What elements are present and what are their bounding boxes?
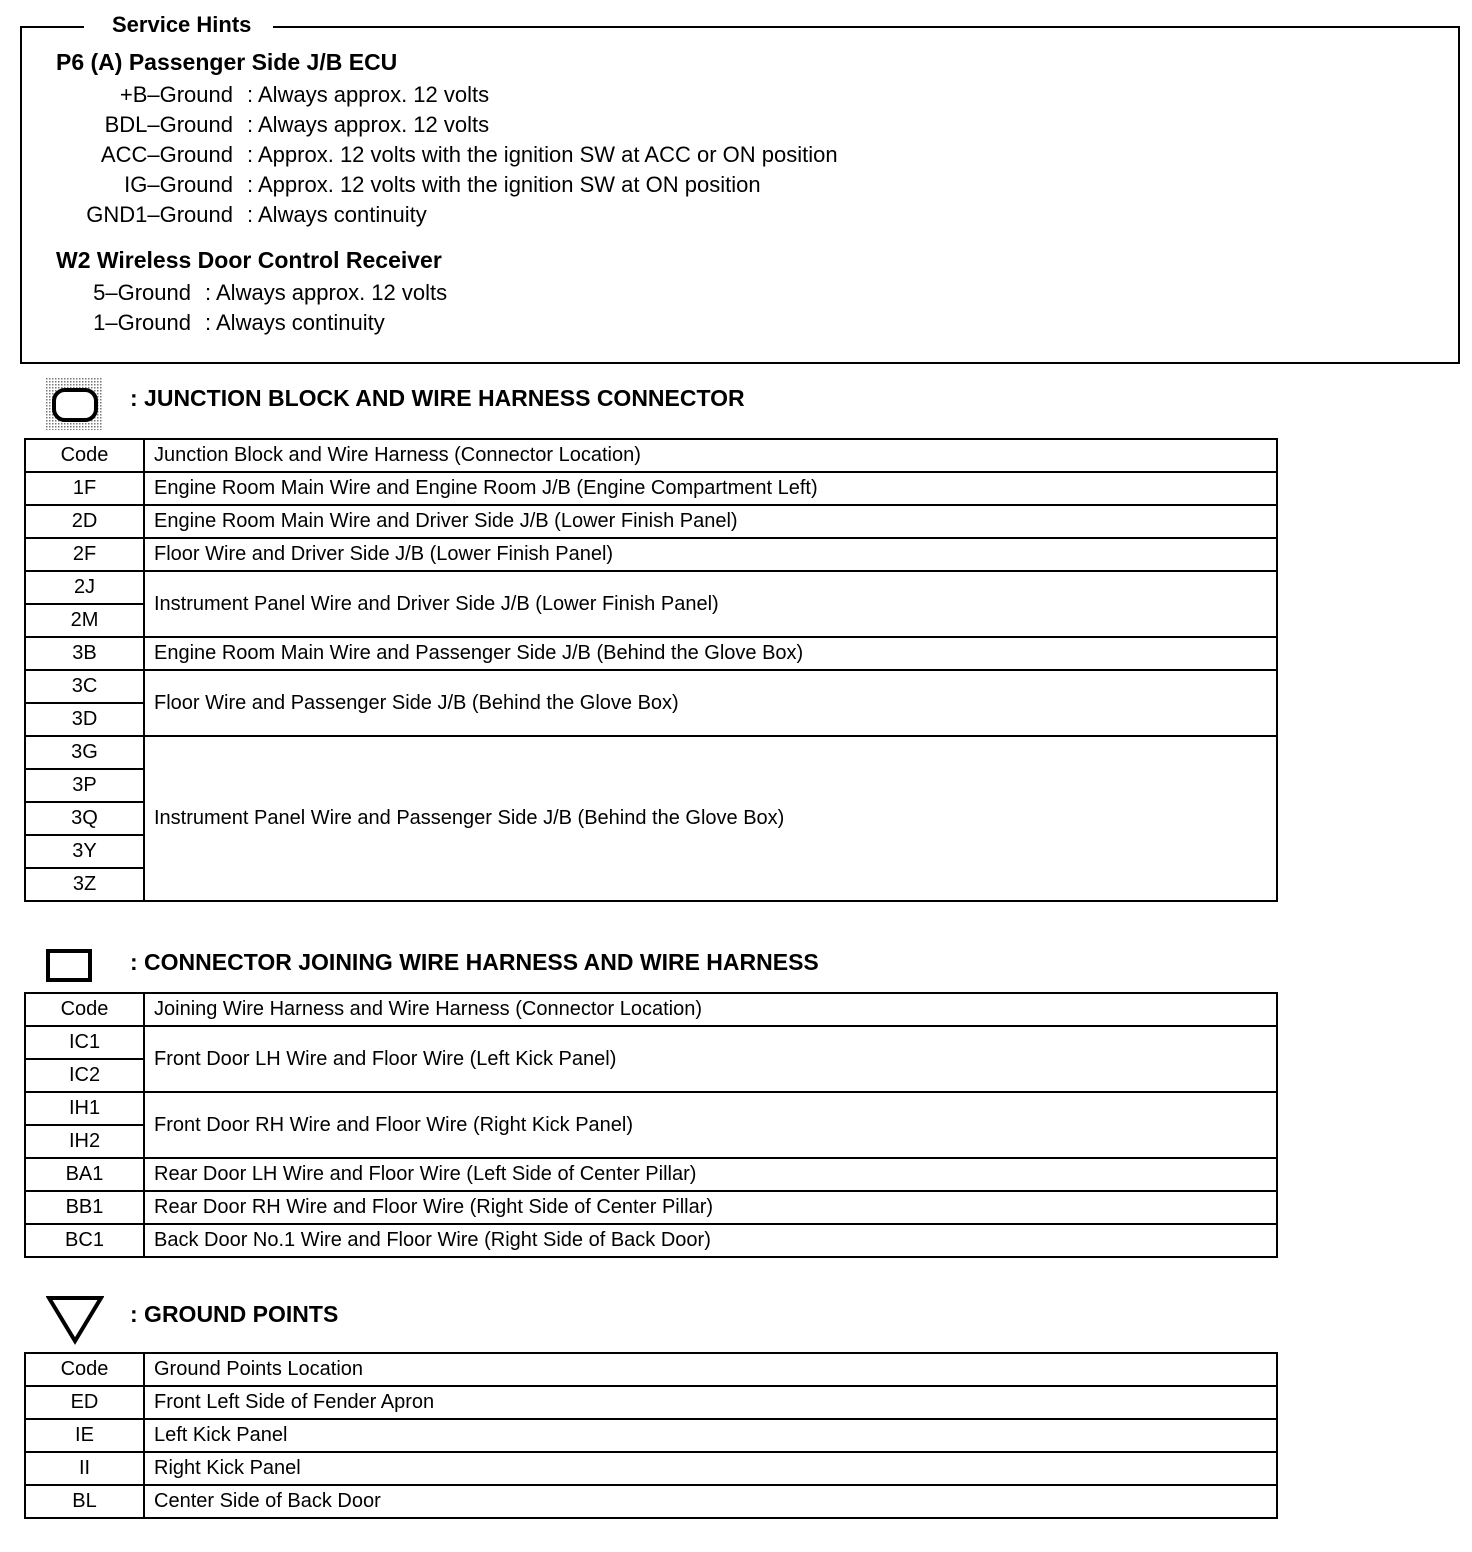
table-row <box>25 1158 1277 1191</box>
code-cell: 3Y <box>25 835 144 868</box>
code-cell: 3B <box>25 637 144 670</box>
table-header-row <box>25 1353 1277 1386</box>
table-row <box>25 1224 1277 1257</box>
column-header-code: Code <box>25 1353 144 1386</box>
grounds-table <box>24 1352 1278 1519</box>
code-cell: 2F <box>25 538 144 571</box>
rounded-rectangle-icon <box>46 378 102 430</box>
code-cell: IE <box>25 1419 144 1452</box>
column-header-code: Code <box>25 993 144 1026</box>
table-header-row <box>25 439 1277 472</box>
table-header-row <box>25 993 1277 1026</box>
code-cell: 3D <box>25 703 144 736</box>
location-cell: Engine Room Main Wire and Passenger Side J/B (Behind the Glove Box) <box>144 637 1277 670</box>
table-row <box>25 1026 1277 1059</box>
code-cell: 3Z <box>25 868 144 901</box>
block-heading-p6: P6 (A) Passenger Side J/B ECU <box>56 49 398 75</box>
hint-value: : Approx. 12 volts with the ignition SW at ACC or ON position <box>247 142 838 167</box>
column-header-code: Code <box>25 439 144 472</box>
location-cell: Floor Wire and Driver Side J/B (Lower Finish Panel) <box>144 538 1277 571</box>
code-cell: 3Q <box>25 802 144 835</box>
code-cell: 2J <box>25 571 144 604</box>
code-cell: 2D <box>25 505 144 538</box>
junction-table <box>24 438 1278 902</box>
code-cell: 3P <box>25 769 144 802</box>
table-row <box>25 1191 1277 1224</box>
location-cell: Front Left Side of Fender Apron <box>144 1386 1277 1419</box>
hint-term: 5–Ground <box>93 280 191 305</box>
connectors-section-title: : CONNECTOR JOINING WIRE HARNESS AND WIRE HARNESS <box>130 949 819 975</box>
hint-term: GND1–Ground <box>86 202 233 227</box>
location-cell: Rear Door LH Wire and Floor Wire (Left Side of Center Pillar) <box>144 1158 1277 1191</box>
table-row <box>25 472 1277 505</box>
code-cell: BA1 <box>25 1158 144 1191</box>
grounds-section-title: : GROUND POINTS <box>130 1301 339 1327</box>
location-cell: Back Door No.1 Wire and Floor Wire (Right Side of Back Door) <box>144 1224 1277 1257</box>
table-row <box>25 505 1277 538</box>
code-cell: IC2 <box>25 1059 144 1092</box>
location-cell: Instrument Panel Wire and Driver Side J/B (Lower Finish Panel) <box>144 571 1277 637</box>
hint-value: : Approx. 12 volts with the ignition SW at ON position <box>247 172 761 197</box>
code-cell: BC1 <box>25 1224 144 1257</box>
hint-value: : Always approx. 12 volts <box>247 82 490 107</box>
table-row <box>25 1386 1277 1419</box>
column-header-location: Joining Wire Harness and Wire Harness (Connector Location) <box>144 993 1277 1026</box>
code-cell: 2M <box>25 604 144 637</box>
column-header-location: Ground Points Location <box>144 1353 1277 1386</box>
location-cell: Right Kick Panel <box>144 1452 1277 1485</box>
code-cell: IH1 <box>25 1092 144 1125</box>
location-cell: Rear Door RH Wire and Floor Wire (Right Side of Center Pillar) <box>144 1191 1277 1224</box>
table-row <box>25 1485 1277 1518</box>
hint-value: : Always approx. 12 volts <box>247 112 490 137</box>
connectors-table <box>24 992 1278 1258</box>
location-cell: Front Door RH Wire and Floor Wire (Right Kick Panel) <box>144 1092 1277 1158</box>
junction-section-title: : JUNCTION BLOCK AND WIRE HARNESS CONNECTOR <box>130 385 745 411</box>
table-row <box>25 571 1277 604</box>
hint-term: IG–Ground <box>124 172 233 197</box>
table-row <box>25 1419 1277 1452</box>
hint-term: +B–Ground <box>119 82 233 107</box>
code-cell: 3C <box>25 670 144 703</box>
table-row <box>25 670 1277 703</box>
hint-value: : Always approx. 12 volts <box>205 280 448 305</box>
location-cell: Instrument Panel Wire and Passenger Side J/B (Behind the Glove Box) <box>144 736 1277 901</box>
column-header-location: Junction Block and Wire Harness (Connector Location) <box>144 439 1277 472</box>
code-cell: 3G <box>25 736 144 769</box>
hint-term: BDL–Ground <box>104 112 233 137</box>
hint-value: : Always continuity <box>205 310 385 335</box>
location-cell: Front Door LH Wire and Floor Wire (Left Kick Panel) <box>144 1026 1277 1092</box>
code-cell: IH2 <box>25 1125 144 1158</box>
hint-value: : Always continuity <box>247 202 427 227</box>
location-cell: Engine Room Main Wire and Driver Side J/B (Lower Finish Panel) <box>144 505 1277 538</box>
block-heading-w2: W2 Wireless Door Control Receiver <box>56 247 442 273</box>
code-cell: BB1 <box>25 1191 144 1224</box>
table-row <box>25 1452 1277 1485</box>
code-cell: ED <box>25 1386 144 1419</box>
hint-term: ACC–Ground <box>100 142 233 167</box>
table-row <box>25 538 1277 571</box>
hint-term: 1–Ground <box>93 310 191 335</box>
location-cell: Engine Room Main Wire and Engine Room J/B (Engine Compartment Left) <box>144 472 1277 505</box>
rectangle-icon <box>46 948 94 984</box>
code-cell: 1F <box>25 472 144 505</box>
code-cell: BL <box>25 1485 144 1518</box>
table-row <box>25 637 1277 670</box>
service-hints-title: Service Hints <box>84 10 273 40</box>
location-cell: Left Kick Panel <box>144 1419 1277 1452</box>
triangle-down-icon <box>46 1295 104 1347</box>
location-cell: Floor Wire and Passenger Side J/B (Behind the Glove Box) <box>144 670 1277 736</box>
location-cell: Center Side of Back Door <box>144 1485 1277 1518</box>
table-row <box>25 736 1277 769</box>
table-row <box>25 1092 1277 1125</box>
code-cell: IC1 <box>25 1026 144 1059</box>
code-cell: II <box>25 1452 144 1485</box>
